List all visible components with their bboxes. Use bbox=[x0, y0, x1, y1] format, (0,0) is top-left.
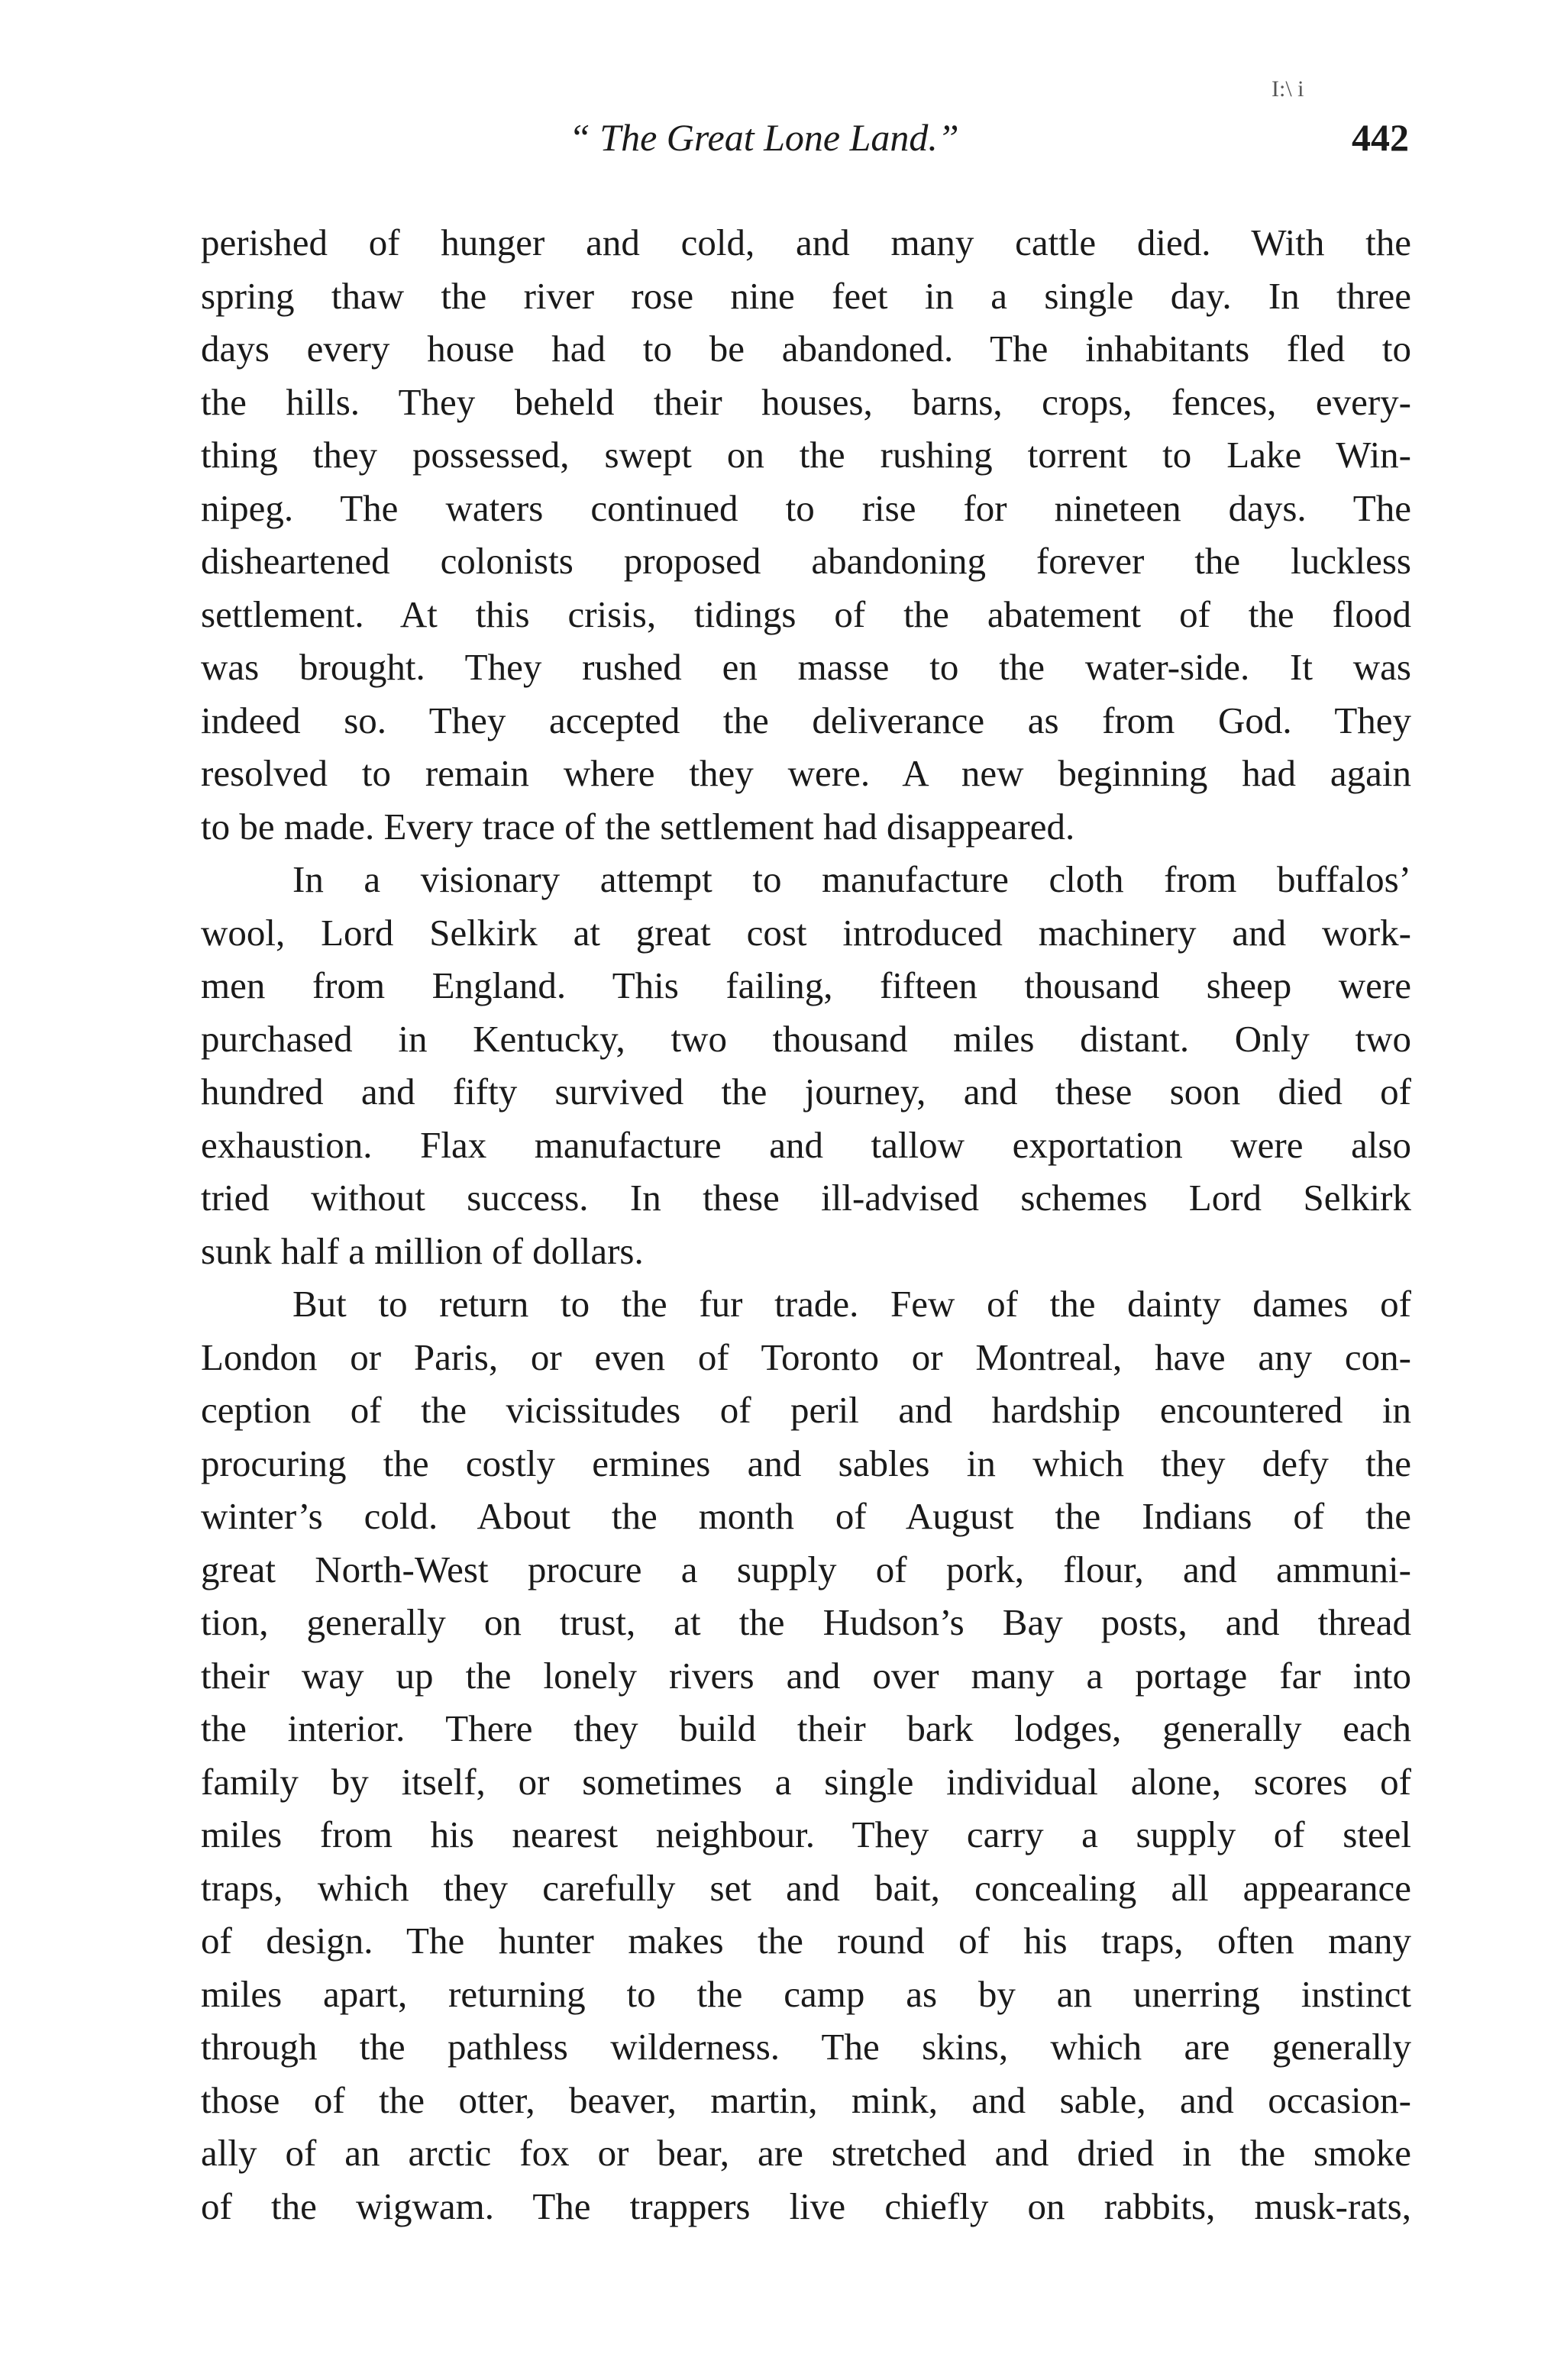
text-line: spring thaw the river rose nine feet in a single day. In three bbox=[201, 274, 1411, 317]
paragraph bbox=[201, 1277, 1411, 2233]
text-line: days every house had to be abandoned. The inhabitants fled to bbox=[201, 328, 1411, 370]
text-line: settlement. At this crisis, tidings of the abatement of the flood bbox=[201, 593, 1411, 635]
running-title: “ The Great Lone Land.” bbox=[569, 116, 959, 159]
paragraph bbox=[201, 216, 1411, 853]
text-line: great North-West procure a supply of pork, flour, and ammuni- bbox=[201, 1548, 1411, 1590]
text-line: hundred and fifty survived the journey, and these soon died of bbox=[201, 1071, 1411, 1112]
text-line: ception of the vicissitudes of peril and hardship encountered in bbox=[201, 1389, 1411, 1431]
text-line: winter’s cold. About the month of August the Indians of the bbox=[201, 1495, 1411, 1537]
text-line: But to return to the fur trade. Few of the dainty dames of bbox=[292, 1283, 1411, 1325]
paragraph bbox=[201, 853, 1411, 1277]
text-line: tried without success. In these ill-advised schemes Lord Selkirk bbox=[201, 1177, 1411, 1219]
text-line: ally of an arctic fox or bear, are stretched and dried in the smoke bbox=[201, 2132, 1411, 2174]
text-line: perished of hunger and cold, and many cattle died. With the bbox=[201, 221, 1411, 263]
text-line: wool, Lord Selkirk at great cost introduced machinery and work- bbox=[201, 911, 1411, 954]
text-line: of the wigwam. The trappers live chiefly on rabbits, musk-rats, bbox=[201, 2185, 1411, 2227]
text-line: the hills. They beheld their houses, barns, crops, fences, every- bbox=[201, 380, 1411, 423]
text-line: indeed so. They accepted the deliverance as from God. They bbox=[201, 699, 1411, 741]
text-line: the interior. There they build their bark lodges, generally each bbox=[201, 1707, 1411, 1749]
text-line: through the pathless wilderness. The skins, which are generally bbox=[201, 2026, 1411, 2068]
text-line: traps, which they carefully set and bait, concealing all appearance bbox=[201, 1866, 1411, 1909]
page-mark: I:\ i bbox=[1271, 76, 1304, 102]
page-number: 442 bbox=[1352, 116, 1409, 159]
text-line: In a visionary attempt to manufacture cloth from buffalos’ bbox=[292, 858, 1411, 900]
text-line: nipeg. The waters continued to rise for nineteen days. The bbox=[201, 486, 1411, 529]
text-line: miles apart, returning to the camp as by an unerring instinct bbox=[201, 1972, 1411, 2015]
text-line: disheartened colonists proposed abandoning forever the luckless bbox=[201, 540, 1411, 582]
text-line: procuring the costly ermines and sables in which they defy the bbox=[201, 1442, 1411, 1484]
page-header bbox=[202, 111, 1409, 172]
text-line: miles from his nearest neighbour. They carry a supply of steel bbox=[201, 1813, 1411, 1855]
text-line: thing they possessed, swept on the rushing torrent to Lake Win- bbox=[201, 434, 1411, 476]
text-line: exhaustion. Flax manufacture and tallow exportation were also bbox=[201, 1123, 1411, 1166]
text-line: London or Paris, or even of Toronto or Montreal, have any con- bbox=[201, 1335, 1411, 1378]
text-line: family by itself, or sometimes a single individual alone, scores of bbox=[201, 1760, 1411, 1803]
text-line: tion, generally on trust, at the Hudson’s Bay posts, and thread bbox=[201, 1601, 1411, 1643]
text-line: purchased in Kentucky, two thousand miles distant. Only two bbox=[201, 1017, 1411, 1060]
text-line: was brought. They rushed en masse to the water-side. It was bbox=[201, 646, 1411, 688]
text-line: men from England. This failing, fifteen thousand sheep were bbox=[201, 964, 1411, 1006]
body-text bbox=[201, 216, 1411, 2233]
text-line: of design. The hunter makes the round of his traps, often many bbox=[201, 1920, 1411, 1962]
text-line: to be made. Every trace of the settlement had disappeared. bbox=[201, 805, 1075, 848]
text-line: those of the otter, beaver, martin, mink, and sable, and occasion- bbox=[201, 2078, 1411, 2121]
text-line: resolved to remain where they were. A new beginning had again bbox=[201, 752, 1411, 794]
text-line: sunk half a million of dollars. bbox=[201, 1229, 644, 1272]
text-line: their way up the lonely rivers and over many a portage far into bbox=[201, 1654, 1411, 1697]
